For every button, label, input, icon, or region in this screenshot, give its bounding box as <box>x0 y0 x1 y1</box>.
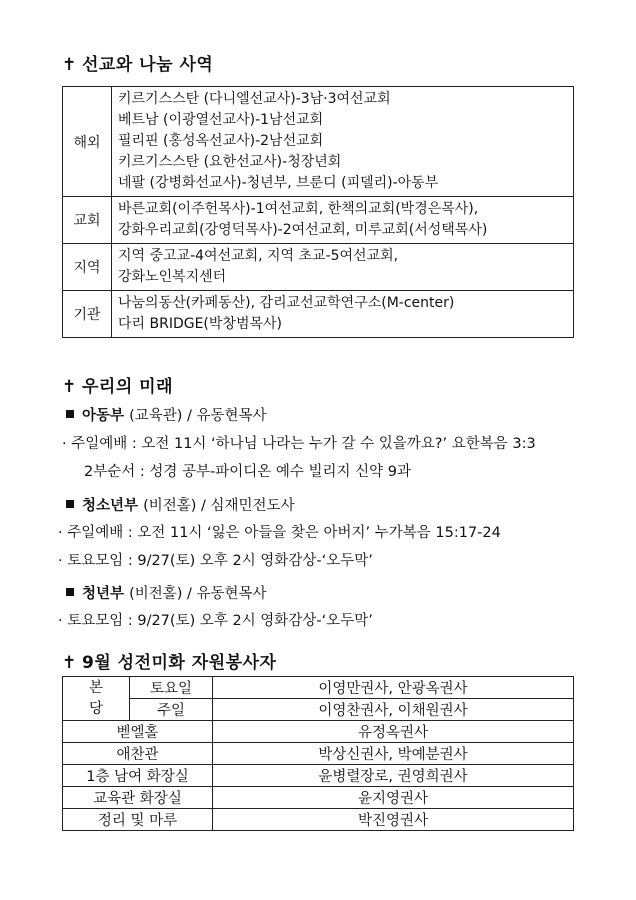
future-heading <box>62 372 173 397</box>
mission-line: 다리 BRIDGE(박창범목사) <box>118 316 282 332</box>
table-row <box>63 87 574 197</box>
table-row <box>63 699 574 721</box>
table-row <box>63 765 574 787</box>
mission-line: 네팔 (강병화선교사)-청년부, 브룬디 (피델리)-아동부 <box>118 175 439 191</box>
category-cell: 교회 <box>63 197 112 244</box>
mission-line: 키르기스스탄 (요한선교사)-청장년회 <box>118 154 342 170</box>
mission-line: 강화우리교회(강영덕목사)-2여선교회, 미루교회(서성택목사) <box>118 222 488 238</box>
children-program-line: 2부순서 : 성경 공부-파이디온 예수 빌리지 신약 9과 <box>84 464 411 480</box>
dept-detail: (비전홀) / 심재민전도사 <box>143 498 295 514</box>
mission-line: 키르기스스탄 (다니엘선교사)-3남·3여선교회 <box>118 91 391 107</box>
cross-icon: ✝ <box>62 55 77 75</box>
young-adults-dept-heading <box>66 582 267 603</box>
names-cell: 박진영권사 <box>213 809 574 831</box>
table-row <box>63 244 574 291</box>
cross-icon: ✝ <box>62 377 77 397</box>
place-cell: 1층 남여 화장실 <box>63 765 213 787</box>
names-cell: 윤병렬장로, 권영희권사 <box>213 765 574 787</box>
table-row <box>63 787 574 809</box>
main-hall-cell <box>63 677 130 721</box>
mission-details <box>112 87 574 197</box>
table-row <box>63 809 574 831</box>
youth-meeting-line: · 토요모임 : 9/27(토) 오후 2시 영화감상-‘오두막’ <box>58 553 373 569</box>
dept-name: 아동부 <box>82 408 125 424</box>
children-dept-heading <box>66 404 267 425</box>
volunteers-table <box>62 676 574 831</box>
mission-line: 지역 중고교-4여선교회, 지역 초교-5여선교회, <box>118 248 399 264</box>
mission-line: 강화노인복지센터 <box>118 269 227 285</box>
mission-details <box>112 291 574 338</box>
place-cell: 토요일 <box>130 677 213 699</box>
children-worship-line: · 주일예배 : 오전 11시 ‘하나님 나라는 누가 갈 수 있을까요?’ 요한복음 3:3 <box>62 436 536 452</box>
mission-line: 바른교회(이주헌목사)-1여선교회, 한책의교회(박경은목사), <box>118 201 479 217</box>
table-row <box>63 721 574 743</box>
category-cell: 지역 <box>63 244 112 291</box>
names-cell: 이영만권사, 안광옥권사 <box>213 677 574 699</box>
table-row <box>63 197 574 244</box>
names-cell: 박상신권사, 박예분권사 <box>213 743 574 765</box>
mission-details <box>112 197 574 244</box>
dept-detail: (교육관) / 유동현목사 <box>129 408 267 424</box>
table-row <box>63 743 574 765</box>
table-row <box>63 291 574 338</box>
mission-line: 나눔의동산(카페동산), 감리교선교학연구소(M-center) <box>118 295 455 311</box>
square-bullet-icon <box>66 410 74 418</box>
mission-heading <box>62 50 213 75</box>
dept-name: 청소년부 <box>82 498 139 514</box>
place-cell: 교육관 화장실 <box>63 787 213 809</box>
cross-icon: ✝ <box>62 653 77 673</box>
mission-table <box>62 86 574 338</box>
place-cell: 주일 <box>130 699 213 721</box>
place-cell: 정리 및 마루 <box>63 809 213 831</box>
volunteers-heading <box>62 648 276 673</box>
dept-detail: (비전홀) / 유동현목사 <box>129 586 267 602</box>
square-bullet-icon <box>66 500 74 508</box>
mission-line: 필리핀 (홍성옥선교사)-2남선교회 <box>118 133 324 149</box>
future-title: 우리의 미래 <box>82 377 174 397</box>
youth-dept-heading <box>66 494 295 515</box>
names-cell: 윤지영권사 <box>213 787 574 809</box>
main-hall-label-top: 본 <box>88 679 103 696</box>
volunteers-title: 9월 성전미화 자원봉사자 <box>82 653 277 673</box>
youth-worship-line: · 주일예배 : 오전 11시 ‘잃은 아들을 찾은 아버지’ 누가복음 15:17-24 <box>58 525 501 541</box>
mission-title: 선교와 나눔 사역 <box>82 55 214 75</box>
place-cell: 애찬관 <box>63 743 213 765</box>
dept-name: 청년부 <box>82 586 125 602</box>
place-cell: 벧엘홀 <box>63 721 213 743</box>
category-cell: 기관 <box>63 291 112 338</box>
mission-details <box>112 244 574 291</box>
category-cell: 해외 <box>63 87 112 197</box>
young-adults-meeting-line: · 토요모임 : 9/27(토) 오후 2시 영화감상-‘오두막’ <box>58 613 373 629</box>
table-row <box>63 677 574 699</box>
names-cell: 유정옥권사 <box>213 721 574 743</box>
main-hall-label-bottom: 당 <box>88 700 103 717</box>
names-cell: 이영찬권사, 이채원권사 <box>213 699 574 721</box>
mission-line: 베트남 (이광열선교사)-1남선교회 <box>118 112 324 128</box>
square-bullet-icon <box>66 588 74 596</box>
